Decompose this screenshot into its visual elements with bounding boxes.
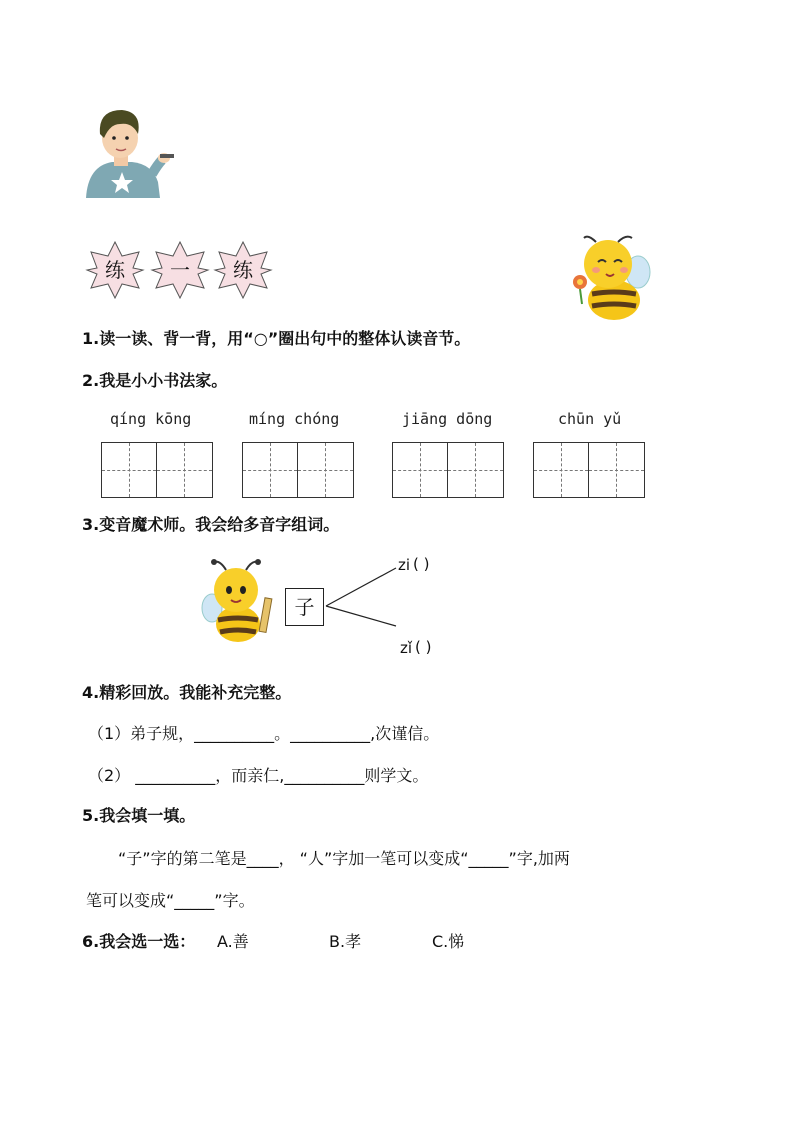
writing-grid-1[interactable] <box>101 442 213 498</box>
writing-grid-3[interactable] <box>392 442 504 498</box>
question-3: 3.变音魔术师。我会给多音字组词。 <box>82 515 340 534</box>
teacher-illustration <box>80 104 180 198</box>
option-c[interactable]: C.悌 <box>432 932 465 951</box>
writing-cell[interactable] <box>102 443 157 497</box>
branch-lines <box>324 560 404 630</box>
question-5: 5.我会填一填。 <box>82 806 196 825</box>
fill-line-3[interactable]: “子”字的第二笔是____， “人”字加一笔可以变成“_____”字,加两 <box>118 849 570 868</box>
writing-cell[interactable] <box>298 443 353 497</box>
answer-blank-bottom[interactable]: ( ) <box>415 638 432 656</box>
answer-blank-top[interactable]: ( ) <box>413 555 430 573</box>
writing-cell[interactable] <box>393 443 448 497</box>
pinyin-mingchong: míng chóng <box>249 410 340 428</box>
option-a[interactable]: A.善 <box>217 932 249 951</box>
question-2: 2.我是小小书法家。 <box>82 371 228 390</box>
badge-text: 练 <box>105 258 125 282</box>
writing-cell[interactable] <box>534 443 589 497</box>
fill-line-2[interactable]: （2） __________，而亲仁,__________则学文。 <box>88 766 429 785</box>
question-1: 1.读一读、背一背，用“○”圈出句中的整体认读音节。 <box>82 329 471 348</box>
bee-pen-illustration <box>200 558 282 646</box>
badge-yi <box>150 240 210 300</box>
option-b[interactable]: B.孝 <box>329 932 362 951</box>
badge-lian-2 <box>213 240 273 300</box>
pinyin-chunyu: chūn yǔ <box>558 410 622 428</box>
badge-text: 练 <box>233 258 253 282</box>
pinyin-jiangdong: jiāng dōng <box>402 410 493 428</box>
fill-line-4[interactable]: 笔可以变成“_____”字。 <box>86 891 255 910</box>
badge-text: 一 <box>170 258 190 282</box>
writing-grid-2[interactable] <box>242 442 354 498</box>
writing-cell[interactable] <box>589 443 644 497</box>
bee-flower-illustration <box>566 232 656 324</box>
fill-line-1[interactable]: （1）弟子规，__________。__________,次谨信。 <box>88 724 440 743</box>
question-4: 4.精彩回放。我能补充完整。 <box>82 683 292 702</box>
question-6: 6.我会选一选： <box>82 932 196 951</box>
writing-cell[interactable] <box>157 443 212 497</box>
writing-cell[interactable] <box>243 443 298 497</box>
pinyin-zi-third: zǐ <box>400 639 413 657</box>
writing-grid-4[interactable] <box>533 442 645 498</box>
writing-cell[interactable] <box>448 443 503 497</box>
badge-lian-1 <box>85 240 145 300</box>
pinyin-zi-neutral: zi <box>398 556 411 574</box>
pinyin-qingkong: qíng kōng <box>110 410 192 428</box>
polyphone-char: 子 <box>285 588 324 626</box>
